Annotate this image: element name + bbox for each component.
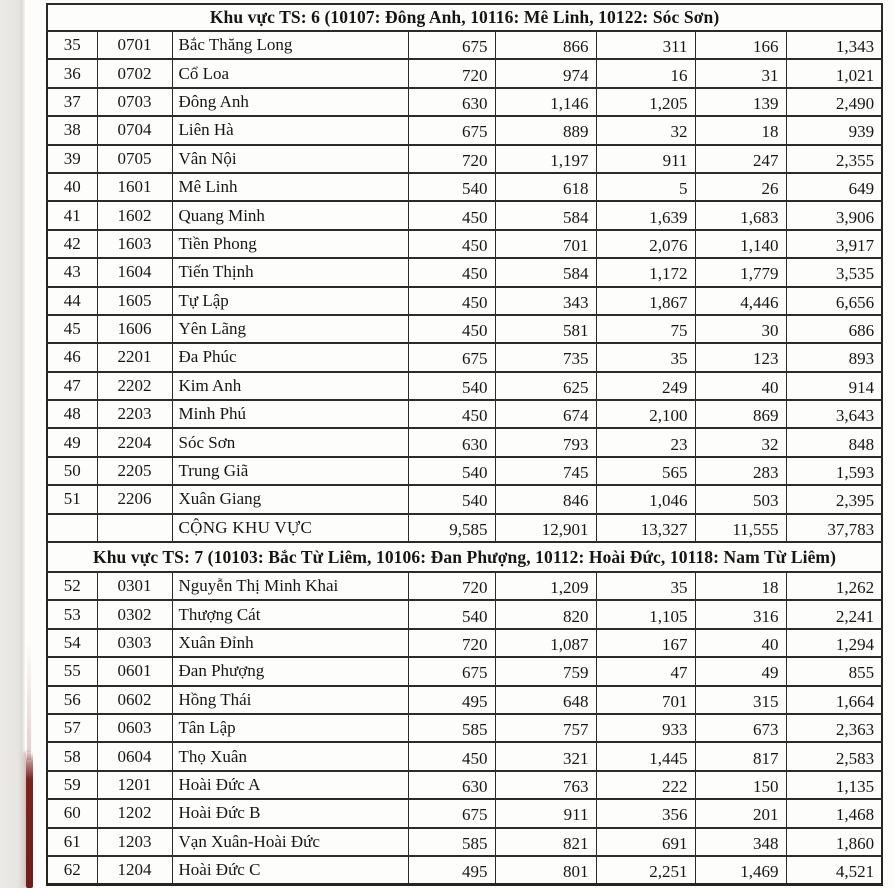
row-number-cell (47, 514, 97, 542)
row-number-cell: 47 (47, 372, 97, 400)
value-cell: 343 (495, 287, 596, 315)
value-cell: 540 (408, 485, 495, 513)
value-cell: 3,917 (786, 230, 882, 258)
value-cell: 139 (695, 88, 786, 116)
value-cell: 1,087 (495, 629, 596, 657)
school-code-cell: 0705 (97, 145, 172, 173)
value-cell: 1,860 (786, 828, 882, 856)
school-name-cell: Đa Phúc (172, 343, 408, 371)
value-cell: 1,146 (495, 88, 596, 116)
value-cell: 1,262 (786, 572, 882, 600)
school-name-cell: Hồng Thái (172, 686, 408, 714)
row-number-cell: 58 (47, 742, 97, 770)
value-cell: 701 (596, 686, 695, 714)
value-cell: 123 (695, 343, 786, 371)
admissions-table (46, 3, 883, 886)
school-code-cell: 1605 (97, 287, 172, 315)
school-name-cell: Xuân Đỉnh (172, 629, 408, 657)
row-number-cell: 48 (47, 400, 97, 428)
row-number-cell: 55 (47, 657, 97, 685)
value-cell: 222 (596, 771, 695, 799)
school-code-cell: 2206 (97, 485, 172, 513)
table-row (47, 771, 882, 799)
value-cell: 2,100 (596, 400, 695, 428)
value-cell: 675 (408, 799, 495, 827)
value-cell: 745 (495, 457, 596, 485)
value-cell: 846 (495, 485, 596, 513)
value-cell: 911 (596, 145, 695, 173)
value-cell: 866 (495, 31, 596, 59)
value-cell: 249 (596, 372, 695, 400)
table-row (47, 428, 882, 456)
value-cell: 675 (408, 657, 495, 685)
total-value-cell: 37,783 (786, 514, 882, 542)
value-cell: 31 (695, 59, 786, 87)
row-number-cell: 42 (47, 230, 97, 258)
value-cell: 584 (495, 201, 596, 229)
school-code-cell: 0301 (97, 572, 172, 600)
school-code-cell: 1603 (97, 230, 172, 258)
value-cell: 618 (495, 173, 596, 201)
table-row (47, 600, 882, 628)
table-row (47, 714, 882, 742)
value-cell: 673 (695, 714, 786, 742)
value-cell: 540 (408, 600, 495, 628)
section-header-row (47, 4, 882, 31)
table-row (47, 88, 882, 116)
school-code-cell: 0603 (97, 714, 172, 742)
table-row (47, 287, 882, 315)
school-name-cell: Hoài Đức A (172, 771, 408, 799)
school-name-cell: Mê Linh (172, 173, 408, 201)
value-cell: 503 (695, 485, 786, 513)
value-cell: 450 (408, 287, 495, 315)
school-name-cell: Xuân Giang (172, 485, 408, 513)
value-cell: 3,906 (786, 201, 882, 229)
table-row (47, 485, 882, 513)
school-code-cell: 1204 (97, 856, 172, 884)
row-number-cell: 43 (47, 258, 97, 286)
value-cell: 3,535 (786, 258, 882, 286)
value-cell: 450 (408, 742, 495, 770)
value-cell: 35 (596, 572, 695, 600)
school-name-cell: Thọ Xuân (172, 742, 408, 770)
table-row (47, 31, 882, 59)
table-row (47, 343, 882, 371)
table-row (47, 856, 882, 884)
value-cell: 817 (695, 742, 786, 770)
row-number-cell: 52 (47, 572, 97, 600)
table-row (47, 116, 882, 144)
school-name-cell: Bắc Thăng Long (172, 31, 408, 59)
table-row (47, 230, 882, 258)
row-number-cell: 60 (47, 799, 97, 827)
value-cell: 450 (408, 201, 495, 229)
value-cell: 316 (695, 600, 786, 628)
school-code-cell: 1203 (97, 828, 172, 856)
section-header-row (47, 542, 882, 572)
value-cell: 1,867 (596, 287, 695, 315)
value-cell: 23 (596, 428, 695, 456)
table-row (47, 742, 882, 770)
value-cell: 495 (408, 686, 495, 714)
school-name-cell: Liên Hà (172, 116, 408, 144)
school-name-cell: Sóc Sơn (172, 428, 408, 456)
value-cell: 40 (695, 372, 786, 400)
school-name-cell: Minh Phú (172, 400, 408, 428)
value-cell: 1,445 (596, 742, 695, 770)
value-cell: 26 (695, 173, 786, 201)
school-code-cell: 2203 (97, 400, 172, 428)
school-name-cell: Kim Anh (172, 372, 408, 400)
value-cell: 356 (596, 799, 695, 827)
value-cell: 32 (695, 428, 786, 456)
total-label-cell: CỘNG KHU VỰC (172, 514, 408, 542)
school-code-cell: 1606 (97, 315, 172, 343)
value-cell: 649 (786, 173, 882, 201)
table-body (47, 4, 882, 884)
school-name-cell: Vạn Xuân-Hoài Đức (172, 828, 408, 856)
school-code-cell: 0704 (97, 116, 172, 144)
value-cell: 166 (695, 31, 786, 59)
row-number-cell: 39 (47, 145, 97, 173)
value-cell: 1,205 (596, 88, 695, 116)
school-code-cell: 1201 (97, 771, 172, 799)
school-name-cell: Tự Lập (172, 287, 408, 315)
school-code-cell: 0303 (97, 629, 172, 657)
value-cell: 933 (596, 714, 695, 742)
school-name-cell: Tiến Thịnh (172, 258, 408, 286)
value-cell: 283 (695, 457, 786, 485)
value-cell: 4,446 (695, 287, 786, 315)
value-cell: 1,105 (596, 600, 695, 628)
total-row (47, 514, 882, 542)
value-cell: 914 (786, 372, 882, 400)
value-cell: 630 (408, 428, 495, 456)
value-cell: 3,643 (786, 400, 882, 428)
row-number-cell: 49 (47, 428, 97, 456)
value-cell: 18 (695, 116, 786, 144)
value-cell: 974 (495, 59, 596, 87)
value-cell: 35 (596, 343, 695, 371)
table-row (47, 145, 882, 173)
row-number-cell: 41 (47, 201, 97, 229)
school-name-cell: Trung Giã (172, 457, 408, 485)
page-edge-strip (0, 0, 25, 888)
value-cell: 763 (495, 771, 596, 799)
value-cell: 674 (495, 400, 596, 428)
value-cell: 720 (408, 572, 495, 600)
value-cell: 450 (408, 315, 495, 343)
value-cell: 793 (495, 428, 596, 456)
total-value-cell: 11,555 (695, 514, 786, 542)
value-cell: 565 (596, 457, 695, 485)
value-cell: 2,251 (596, 856, 695, 884)
value-cell: 321 (495, 742, 596, 770)
school-code-cell: 1602 (97, 201, 172, 229)
value-cell: 1,140 (695, 230, 786, 258)
row-number-cell: 36 (47, 59, 97, 87)
school-code-cell: 2202 (97, 372, 172, 400)
school-code-cell: 0302 (97, 600, 172, 628)
value-cell: 1,779 (695, 258, 786, 286)
table-row (47, 59, 882, 87)
value-cell: 848 (786, 428, 882, 456)
value-cell: 720 (408, 59, 495, 87)
value-cell: 247 (695, 145, 786, 173)
value-cell: 2,363 (786, 714, 882, 742)
table-row (47, 457, 882, 485)
row-number-cell: 56 (47, 686, 97, 714)
value-cell: 1,135 (786, 771, 882, 799)
value-cell: 1,197 (495, 145, 596, 173)
school-name-cell: Đan Phượng (172, 657, 408, 685)
binder-strip (26, 752, 33, 888)
value-cell: 2,395 (786, 485, 882, 513)
value-cell: 720 (408, 629, 495, 657)
school-code-cell: 0602 (97, 686, 172, 714)
value-cell: 75 (596, 315, 695, 343)
row-number-cell: 50 (47, 457, 97, 485)
table-row (47, 572, 882, 600)
value-cell: 450 (408, 230, 495, 258)
value-cell: 1,209 (495, 572, 596, 600)
table-row (47, 686, 882, 714)
row-number-cell: 51 (47, 485, 97, 513)
table-row (47, 799, 882, 827)
section-header-label: Khu vực TS: 7 (10103: Bắc Từ Liêm, 10106: Đan Phượng, 10112: Hoài Đức, 10118: Nam Từ Liêm) (47, 542, 882, 572)
value-cell: 2,241 (786, 600, 882, 628)
value-cell: 691 (596, 828, 695, 856)
value-cell: 348 (695, 828, 786, 856)
value-cell: 720 (408, 145, 495, 173)
value-cell: 939 (786, 116, 882, 144)
total-value-cell: 12,901 (495, 514, 596, 542)
row-number-cell: 44 (47, 287, 97, 315)
value-cell: 6,656 (786, 287, 882, 315)
value-cell: 311 (596, 31, 695, 59)
value-cell: 820 (495, 600, 596, 628)
value-cell: 675 (408, 343, 495, 371)
row-number-cell: 53 (47, 600, 97, 628)
value-cell: 1,593 (786, 457, 882, 485)
school-code-cell: 2205 (97, 457, 172, 485)
row-number-cell: 59 (47, 771, 97, 799)
table-row (47, 173, 882, 201)
value-cell: 1,343 (786, 31, 882, 59)
value-cell: 1,021 (786, 59, 882, 87)
value-cell: 757 (495, 714, 596, 742)
value-cell: 1,683 (695, 201, 786, 229)
value-cell: 801 (495, 856, 596, 884)
school-code-cell: 1202 (97, 799, 172, 827)
value-cell: 735 (495, 343, 596, 371)
value-cell: 585 (408, 714, 495, 742)
value-cell: 450 (408, 400, 495, 428)
value-cell: 2,355 (786, 145, 882, 173)
value-cell: 49 (695, 657, 786, 685)
school-code-cell: 0701 (97, 31, 172, 59)
school-code-cell: 1601 (97, 173, 172, 201)
school-name-cell: Yên Lãng (172, 315, 408, 343)
row-number-cell: 61 (47, 828, 97, 856)
value-cell: 893 (786, 343, 882, 371)
school-code-cell: 0703 (97, 88, 172, 116)
value-cell: 701 (495, 230, 596, 258)
value-cell: 32 (596, 116, 695, 144)
value-cell: 495 (408, 856, 495, 884)
value-cell: 47 (596, 657, 695, 685)
value-cell: 201 (695, 799, 786, 827)
value-cell: 869 (695, 400, 786, 428)
school-name-cell: Vân Nội (172, 145, 408, 173)
table-row (47, 400, 882, 428)
value-cell: 625 (495, 372, 596, 400)
value-cell: 4,521 (786, 856, 882, 884)
row-number-cell: 40 (47, 173, 97, 201)
value-cell: 1,664 (786, 686, 882, 714)
value-cell: 581 (495, 315, 596, 343)
value-cell: 648 (495, 686, 596, 714)
total-value-cell: 9,585 (408, 514, 495, 542)
value-cell: 150 (695, 771, 786, 799)
value-cell: 540 (408, 173, 495, 201)
value-cell: 630 (408, 771, 495, 799)
value-cell: 450 (408, 258, 495, 286)
value-cell: 686 (786, 315, 882, 343)
school-name-cell: Tân Lập (172, 714, 408, 742)
value-cell: 1,294 (786, 629, 882, 657)
value-cell: 1,046 (596, 485, 695, 513)
table-row (47, 372, 882, 400)
value-cell: 585 (408, 828, 495, 856)
table-row (47, 629, 882, 657)
school-name-cell: Hoài Đức C (172, 856, 408, 884)
row-number-cell: 62 (47, 856, 97, 884)
value-cell: 540 (408, 372, 495, 400)
value-cell: 1,469 (695, 856, 786, 884)
school-code-cell (97, 514, 172, 542)
value-cell: 40 (695, 629, 786, 657)
table-row (47, 258, 882, 286)
row-number-cell: 38 (47, 116, 97, 144)
value-cell: 1,468 (786, 799, 882, 827)
table-row (47, 201, 882, 229)
value-cell: 30 (695, 315, 786, 343)
school-code-cell: 0702 (97, 59, 172, 87)
row-number-cell: 46 (47, 343, 97, 371)
row-number-cell: 45 (47, 315, 97, 343)
value-cell: 315 (695, 686, 786, 714)
table-row (47, 315, 882, 343)
row-number-cell: 57 (47, 714, 97, 742)
value-cell: 167 (596, 629, 695, 657)
value-cell: 2,490 (786, 88, 882, 116)
row-number-cell: 35 (47, 31, 97, 59)
value-cell: 2,076 (596, 230, 695, 258)
value-cell: 759 (495, 657, 596, 685)
school-name-cell: Thượng Cát (172, 600, 408, 628)
value-cell: 911 (495, 799, 596, 827)
value-cell: 821 (495, 828, 596, 856)
value-cell: 1,172 (596, 258, 695, 286)
row-number-cell: 54 (47, 629, 97, 657)
value-cell: 630 (408, 88, 495, 116)
school-name-cell: Tiền Phong (172, 230, 408, 258)
school-code-cell: 2204 (97, 428, 172, 456)
row-number-cell: 37 (47, 88, 97, 116)
value-cell: 889 (495, 116, 596, 144)
value-cell: 855 (786, 657, 882, 685)
school-code-cell: 0604 (97, 742, 172, 770)
binder-shadow-fade (27, 640, 31, 760)
value-cell: 1,639 (596, 201, 695, 229)
school-name-cell: Đông Anh (172, 88, 408, 116)
total-value-cell: 13,327 (596, 514, 695, 542)
school-name-cell: Nguyễn Thị Minh Khai (172, 572, 408, 600)
school-name-cell: Quang Minh (172, 201, 408, 229)
school-code-cell: 0601 (97, 657, 172, 685)
school-code-cell: 2201 (97, 343, 172, 371)
school-code-cell: 1604 (97, 258, 172, 286)
school-name-cell: Cổ Loa (172, 59, 408, 87)
section-header-label: Khu vực TS: 6 (10107: Đông Anh, 10116: Mê Linh, 10122: Sóc Sơn) (47, 4, 882, 31)
table-row (47, 657, 882, 685)
value-cell: 2,583 (786, 742, 882, 770)
value-cell: 584 (495, 258, 596, 286)
value-cell: 16 (596, 59, 695, 87)
value-cell: 18 (695, 572, 786, 600)
value-cell: 675 (408, 116, 495, 144)
value-cell: 675 (408, 31, 495, 59)
value-cell: 540 (408, 457, 495, 485)
value-cell: 5 (596, 173, 695, 201)
table-row (47, 828, 882, 856)
school-name-cell: Hoài Đức B (172, 799, 408, 827)
